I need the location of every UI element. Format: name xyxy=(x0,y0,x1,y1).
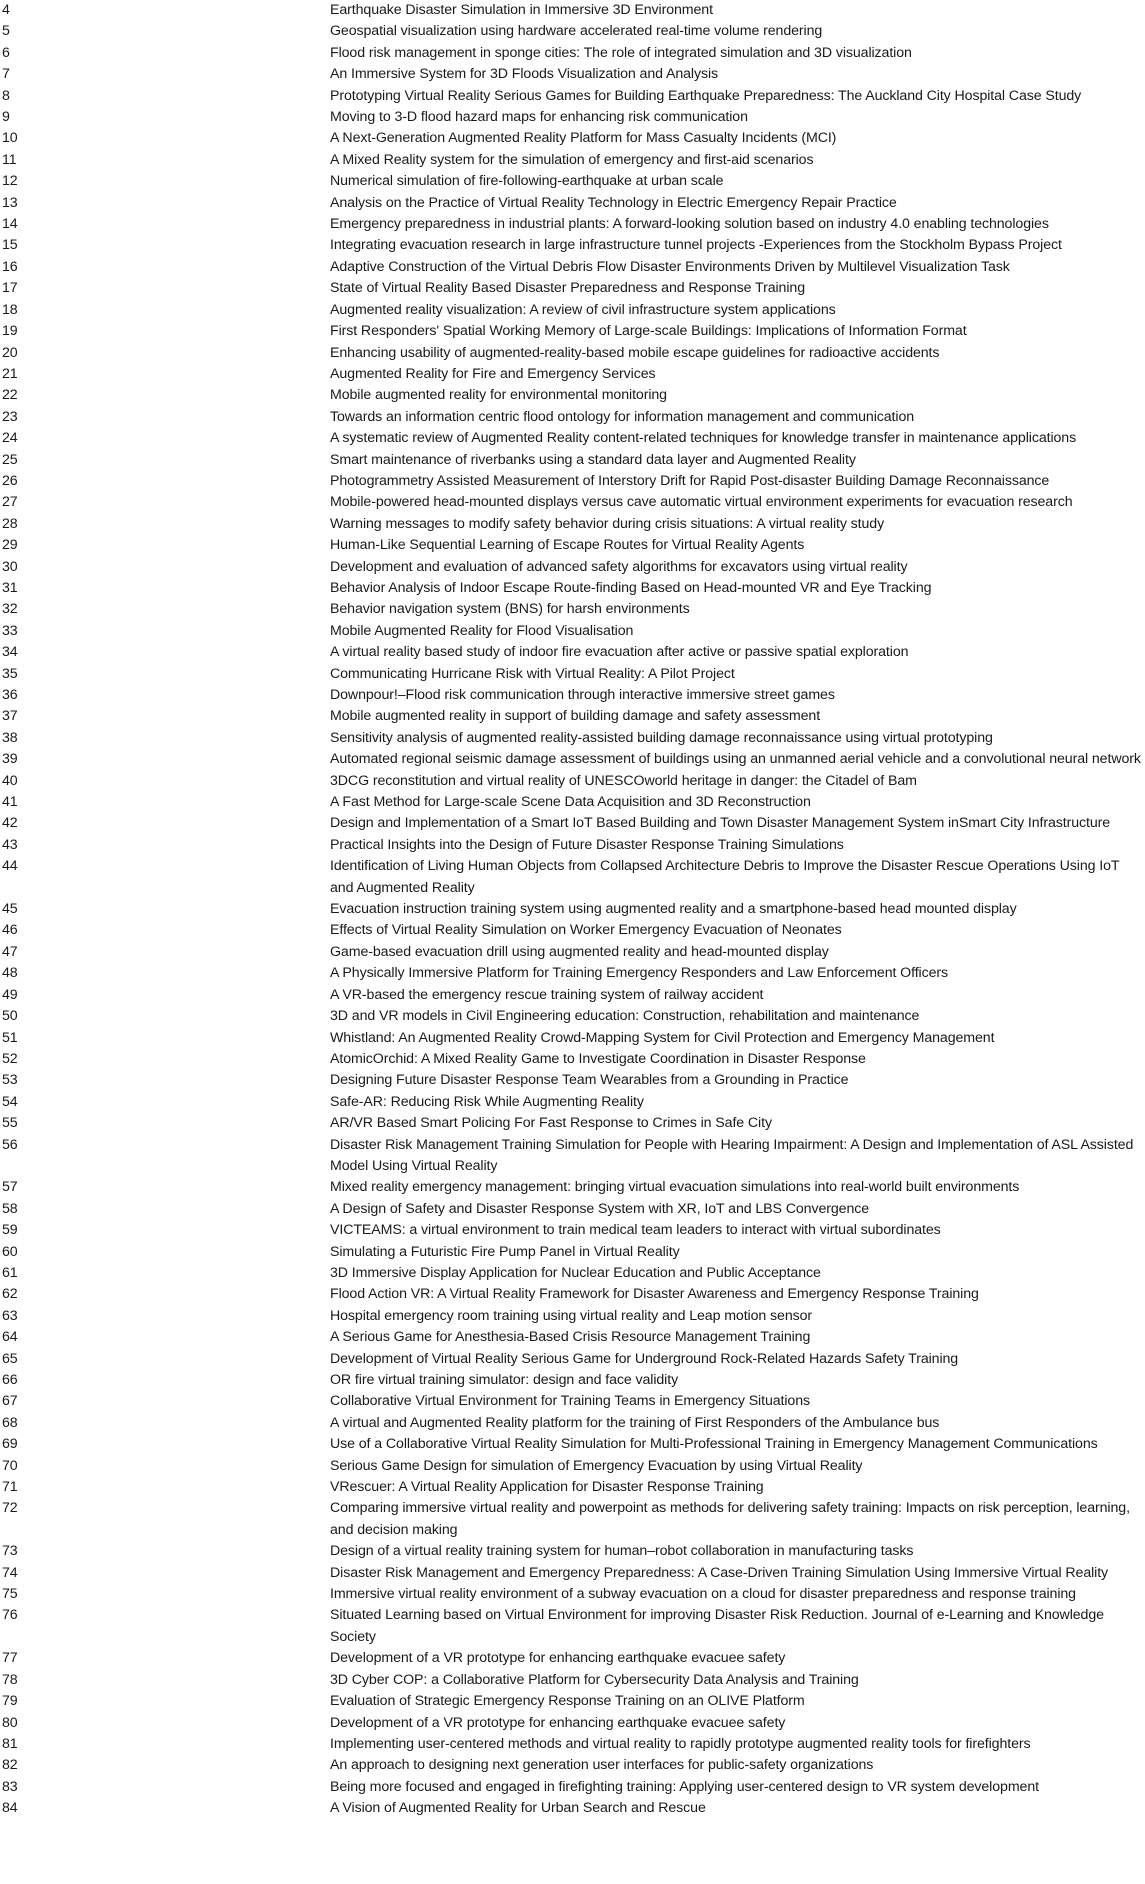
row-number: 34 xyxy=(2,644,18,661)
table-row xyxy=(0,1327,1145,1348)
table-row xyxy=(0,1798,1145,1819)
row-title: VICTEAMS: a virtual environment to train medical team leaders to interact with virtual subordinates xyxy=(330,1222,941,1239)
table-row xyxy=(0,749,1145,770)
row-title: A Next-Generation Augmented Reality Platform for Mass Casualty Incidents (MCI) xyxy=(330,130,837,147)
row-number: 78 xyxy=(2,1671,18,1688)
row-number: 55 xyxy=(2,1115,18,1132)
row-title: Photogrammetry Assisted Measurement of Interstory Drift for Rapid Post-disaster Building Damage Reconnaissance xyxy=(330,472,1050,489)
row-number: 11 xyxy=(2,151,17,168)
table-row xyxy=(0,642,1145,663)
row-number: 46 xyxy=(2,922,18,939)
row-number: 42 xyxy=(2,815,18,832)
row-number: 56 xyxy=(2,1136,18,1153)
table-row xyxy=(0,1584,1145,1605)
table-row xyxy=(0,1456,1145,1477)
row-number: 57 xyxy=(2,1179,18,1196)
row-title: 3D Cyber COP: a Collaborative Platform for Cybersecurity Data Analysis and Training xyxy=(330,1671,859,1688)
row-title: Simulating a Futuristic Fire Pump Panel in Virtual Reality xyxy=(330,1243,680,1260)
table-row xyxy=(0,664,1145,685)
row-number: 27 xyxy=(2,494,18,511)
table-row xyxy=(0,1113,1145,1134)
row-number: 59 xyxy=(2,1222,18,1239)
table-row xyxy=(0,0,1145,21)
table-row xyxy=(0,1349,1145,1370)
row-title: Comparing immersive virtual reality and powerpoint as methods for delivering safety training: Impacts on risk perception, learning, and decision making xyxy=(330,1500,1130,1538)
row-number: 83 xyxy=(2,1778,18,1795)
table-row xyxy=(0,792,1145,813)
row-title: Mobile augmented reality for environmental monitoring xyxy=(330,387,667,404)
row-number: 33 xyxy=(2,622,18,639)
row-title: A Serious Game for Anesthesia-Based Crisis Resource Management Training xyxy=(330,1329,811,1346)
row-title: Design and Implementation of a Smart IoT Based Building and Town Disaster Management System inSmart City Infrastructure xyxy=(330,815,1111,832)
row-title: Behavior navigation system (BNS) for harsh environments xyxy=(330,601,690,618)
row-title: Practical Insights into the Design of Future Disaster Response Training Simulations xyxy=(330,836,844,853)
row-title: Human-Like Sequential Learning of Escape Routes for Virtual Reality Agents xyxy=(330,537,805,554)
table-row xyxy=(0,706,1145,727)
row-number: 52 xyxy=(2,1050,18,1067)
row-number: 58 xyxy=(2,1200,18,1217)
row-title: A Design of Safety and Disaster Response System with XR, IoT and LBS Convergence xyxy=(330,1200,870,1217)
row-title: Game-based evacuation drill using augmented reality and head-mounted display xyxy=(330,943,829,960)
table-row xyxy=(0,1713,1145,1734)
row-title: Augmented reality visualization: A review of civil infrastructure system applications xyxy=(330,301,836,318)
row-title: Mobile-powered head-mounted displays versus cave automatic virtual environment experiments for evacuation research xyxy=(330,494,1073,511)
table-row xyxy=(0,193,1145,214)
row-title: OR fire virtual training simulator: design and face validity xyxy=(330,1372,679,1388)
row-title: Geospatial visualization using hardware accelerated real-time volume rendering xyxy=(330,23,823,40)
table-row xyxy=(0,813,1145,834)
row-number: 69 xyxy=(2,1436,18,1453)
row-number: 84 xyxy=(2,1800,18,1817)
row-number: 48 xyxy=(2,965,18,982)
row-title: Whistland: An Augmented Reality Crowd-Mapping System for Civil Protection and Emergency Management xyxy=(330,1029,995,1046)
row-number: 4 xyxy=(2,2,10,18)
row-number: 30 xyxy=(2,558,18,575)
table-row xyxy=(0,1670,1145,1691)
row-title: Flood risk management in sponge cities: The role of integrated simulation and 3D visualization xyxy=(330,44,912,61)
row-title: A VR-based the emergency rescue training system of railway accident xyxy=(330,986,764,1003)
table-row xyxy=(0,1028,1145,1049)
row-number: 81 xyxy=(2,1735,18,1752)
table-row xyxy=(0,1563,1145,1584)
row-title: 3DCG reconstitution and virtual reality of UNESCOworld heritage in danger: the Citadel of Bam xyxy=(330,772,917,789)
row-number: 8 xyxy=(2,87,10,104)
table-row xyxy=(0,214,1145,235)
row-number: 73 xyxy=(2,1543,18,1560)
table-row xyxy=(0,278,1145,299)
row-title: AR/VR Based Smart Policing For Fast Response to Crimes in Safe City xyxy=(330,1115,772,1132)
row-number: 49 xyxy=(2,986,18,1003)
row-number: 61 xyxy=(2,1264,18,1281)
table-row xyxy=(0,835,1145,856)
row-title: Communicating Hurricane Risk with Virtual Reality: A Pilot Project xyxy=(330,665,735,682)
row-number: 40 xyxy=(2,772,18,789)
row-number: 24 xyxy=(2,430,18,447)
table-row xyxy=(0,107,1145,128)
row-number: 77 xyxy=(2,1650,18,1667)
row-title: Integrating evacuation research in large infrastructure tunnel projects -Experiences from the Stockholm Bypass Project xyxy=(330,237,1062,254)
table-row xyxy=(0,450,1145,471)
row-number: 5 xyxy=(2,23,10,40)
row-title: A Fast Method for Large-scale Scene Data Acquisition and 3D Reconstruction xyxy=(330,794,811,811)
row-number: 53 xyxy=(2,1072,18,1089)
row-number: 19 xyxy=(2,323,18,340)
row-title: Effects of Virtual Reality Simulation on Worker Emergency Evacuation of Neonates xyxy=(330,922,842,939)
row-title: Prototyping Virtual Reality Serious Games for Building Earthquake Preparedness: The Auckland City Hospital Case Study xyxy=(330,87,1082,104)
row-number: 41 xyxy=(2,794,18,811)
table-row xyxy=(0,300,1145,321)
table-row xyxy=(0,557,1145,578)
row-title: Automated regional seismic damage assessment of buildings using an unmanned aerial vehicle and a convolutional neural network xyxy=(330,751,1141,768)
row-title: A Mixed Reality system for the simulation of emergency and first-aid scenarios xyxy=(330,151,814,168)
row-title: A virtual reality based study of indoor fire evacuation after active or passive spatial exploration xyxy=(330,644,909,661)
row-title: Development of a VR prototype for enhancing earthquake evacuee safety xyxy=(330,1650,786,1667)
table-row xyxy=(0,1092,1145,1113)
table-row xyxy=(0,578,1145,599)
row-number: 50 xyxy=(2,1008,18,1025)
row-number: 32 xyxy=(2,601,18,618)
row-title: Mobile augmented reality in support of building damage and safety assessment xyxy=(330,708,821,725)
table-row xyxy=(0,471,1145,492)
row-title: Disaster Risk Management and Emergency Preparedness: A Case-Driven Training Simulation Using Immersive Virtual Reality xyxy=(330,1564,1109,1581)
row-number: 25 xyxy=(2,451,18,468)
table-row xyxy=(0,1306,1145,1327)
row-number: 70 xyxy=(2,1457,18,1474)
row-title: Warning messages to modify safety behavior during crisis situations: A virtual reality study xyxy=(330,515,885,532)
row-number: 43 xyxy=(2,836,18,853)
row-title: A Vision of Augmented Reality for Urban Search and Rescue xyxy=(330,1800,706,1817)
table-row xyxy=(0,257,1145,278)
row-title: First Responders' Spatial Working Memory of Large-scale Buildings: Implications of Information Format xyxy=(330,323,967,340)
table-row xyxy=(0,86,1145,107)
row-title: Earthquake Disaster Simulation in Immersive 3D Environment xyxy=(330,2,713,18)
row-number: 28 xyxy=(2,515,18,532)
row-number: 23 xyxy=(2,408,18,425)
table-row xyxy=(0,1605,1145,1648)
row-number: 44 xyxy=(2,858,18,875)
table-row xyxy=(0,1284,1145,1305)
row-title: Design of a virtual reality training system for human–robot collaboration in manufacturing tasks xyxy=(330,1543,914,1560)
row-number: 75 xyxy=(2,1586,18,1603)
row-title: Mixed reality emergency management: bringing virtual evacuation simulations into real-world built environments xyxy=(330,1179,1020,1196)
row-title: Flood Action VR: A Virtual Reality Framework for Disaster Awareness and Emergency Response Training xyxy=(330,1286,979,1303)
table-row xyxy=(0,963,1145,984)
row-number: 38 xyxy=(2,729,18,746)
row-number: 18 xyxy=(2,301,18,318)
table-row xyxy=(0,685,1145,706)
table-row xyxy=(0,407,1145,428)
table-row xyxy=(0,1370,1145,1391)
row-title: Hospital emergency room training using virtual reality and Leap motion sensor xyxy=(330,1307,813,1324)
row-number: 68 xyxy=(2,1414,18,1431)
row-number: 60 xyxy=(2,1243,18,1260)
table-row xyxy=(0,514,1145,535)
table-row xyxy=(0,771,1145,792)
row-title: Being more focused and engaged in firefighting training: Applying user-centered design to VR system development xyxy=(330,1778,1039,1795)
table-row xyxy=(0,1691,1145,1712)
table-row xyxy=(0,1777,1145,1798)
row-number: 35 xyxy=(2,665,18,682)
row-title: A systematic review of Augmented Reality content-related techniques for knowledge transfer in maintenance applications xyxy=(330,430,1077,447)
row-title: VRescuer: A Virtual Reality Application for Disaster Response Training xyxy=(330,1479,764,1496)
table-row xyxy=(0,64,1145,85)
row-number: 13 xyxy=(2,194,18,211)
table-row xyxy=(0,1541,1145,1562)
row-number: 66 xyxy=(2,1372,18,1388)
table-row xyxy=(0,43,1145,64)
row-number: 15 xyxy=(2,237,18,254)
table-row xyxy=(0,535,1145,556)
table-row xyxy=(0,1755,1145,1776)
row-number: 79 xyxy=(2,1693,18,1710)
row-title: State of Virtual Reality Based Disaster Preparedness and Response Training xyxy=(330,280,805,297)
row-number: 31 xyxy=(2,579,18,596)
table-row xyxy=(0,728,1145,749)
row-title: 3D Immersive Display Application for Nuclear Education and Public Acceptance xyxy=(330,1264,821,1281)
row-number: 64 xyxy=(2,1329,18,1346)
row-number: 54 xyxy=(2,1093,18,1110)
table-row xyxy=(0,1049,1145,1070)
row-title: Development and evaluation of advanced safety algorithms for excavators using virtual reality xyxy=(330,558,908,575)
row-title: Downpour!–Flood risk communication through interactive immersive street games xyxy=(330,687,835,703)
row-number: 26 xyxy=(2,472,18,489)
row-title: Safe-AR: Reducing Risk While Augmenting Reality xyxy=(330,1093,644,1110)
row-title: Smart maintenance of riverbanks using a standard data layer and Augmented Reality xyxy=(330,451,856,468)
row-title: Use of a Collaborative Virtual Reality Simulation for Multi-Professional Training in Emergency Management Communications xyxy=(330,1436,1098,1453)
table-row xyxy=(0,1648,1145,1669)
table-row xyxy=(0,985,1145,1006)
row-title: Sensitivity analysis of augmented reality-assisted building damage reconnaissance using virtual prototyping xyxy=(330,729,993,746)
table-row xyxy=(0,856,1145,899)
row-number: 14 xyxy=(2,216,18,233)
row-title: Development of Virtual Reality Serious Game for Underground Rock-Related Hazards Safety Training xyxy=(330,1350,959,1367)
row-title: Towards an information centric flood ontology for information management and communication xyxy=(330,408,915,425)
table-row xyxy=(0,1242,1145,1263)
table-row xyxy=(0,150,1145,171)
row-number: 76 xyxy=(2,1607,18,1624)
row-title: Analysis on the Practice of Virtual Reality Technology in Electric Emergency Repair Practice xyxy=(330,194,897,211)
row-title: Identification of Living Human Objects from Collapsed Architecture Debris to Improve the Disaster Rescue Operations Using IoT and Augmented Reality xyxy=(330,858,1120,896)
table-row xyxy=(0,1413,1145,1434)
row-number: 12 xyxy=(2,173,18,190)
table-row xyxy=(0,1070,1145,1091)
table-row xyxy=(0,428,1145,449)
table-row xyxy=(0,1177,1145,1198)
row-number: 10 xyxy=(2,130,18,147)
row-number: 22 xyxy=(2,387,18,404)
row-title: Adaptive Construction of the Virtual Debris Flow Disaster Environments Driven by Multilevel Visualization Task xyxy=(330,258,1010,275)
row-title: AtomicOrchid: A Mixed Reality Game to Investigate Coordination in Disaster Response xyxy=(330,1050,866,1067)
table-row xyxy=(0,899,1145,920)
row-title: Serious Game Design for simulation of Emergency Evacuation by using Virtual Reality xyxy=(330,1457,863,1474)
table-row xyxy=(0,343,1145,364)
table-row xyxy=(0,1220,1145,1241)
table-row xyxy=(0,1434,1145,1455)
row-title: An approach to designing next generation user interfaces for public-safety organizations xyxy=(330,1757,874,1774)
table-row xyxy=(0,171,1145,192)
table-row xyxy=(0,364,1145,385)
row-title: A Physically Immersive Platform for Training Emergency Responders and Law Enforcement Officers xyxy=(330,965,948,982)
table-row xyxy=(0,321,1145,342)
row-number: 65 xyxy=(2,1350,18,1367)
row-title: Implementing user-centered methods and virtual reality to rapidly prototype augmented reality tools for firefighters xyxy=(330,1735,1031,1752)
row-number: 36 xyxy=(2,687,18,703)
row-title: 3D and VR models in Civil Engineering education: Construction, rehabilitation and maintenance xyxy=(330,1008,920,1025)
row-title: Mobile Augmented Reality for Flood Visualisation xyxy=(330,622,634,639)
table-row xyxy=(0,1391,1145,1412)
row-title: Immersive virtual reality environment of a subway evacuation on a cloud for disaster preparedness and response training xyxy=(330,1586,1076,1603)
table-row xyxy=(0,1199,1145,1220)
row-number: 16 xyxy=(2,258,18,275)
row-number: 17 xyxy=(2,280,18,297)
row-title: Numerical simulation of fire-following-earthquake at urban scale xyxy=(330,173,724,190)
table-row xyxy=(0,942,1145,963)
row-number: 74 xyxy=(2,1564,18,1581)
table-row xyxy=(0,1135,1145,1178)
row-title: Situated Learning based on Virtual Environment for improving Disaster Risk Reduction. Journal of e-Learning and Knowledge Society xyxy=(330,1607,1104,1645)
table-row xyxy=(0,1734,1145,1755)
row-number: 29 xyxy=(2,537,18,554)
table-row xyxy=(0,21,1145,42)
row-title: Enhancing usability of augmented-reality-based mobile escape guidelines for radioactive accidents xyxy=(330,344,940,361)
row-number: 80 xyxy=(2,1714,18,1731)
row-number: 47 xyxy=(2,943,18,960)
table-row xyxy=(0,1477,1145,1498)
table-row xyxy=(0,621,1145,642)
row-number: 82 xyxy=(2,1757,18,1774)
table-row xyxy=(0,920,1145,941)
row-title: Evaluation of Strategic Emergency Response Training on an OLIVE Platform xyxy=(330,1693,805,1710)
row-number: 21 xyxy=(2,365,18,382)
row-number: 37 xyxy=(2,708,18,725)
row-number: 62 xyxy=(2,1286,18,1303)
row-number: 39 xyxy=(2,751,18,768)
table-row xyxy=(0,1498,1145,1541)
row-number: 20 xyxy=(2,344,18,361)
row-number: 9 xyxy=(2,109,10,126)
row-number: 7 xyxy=(2,66,10,83)
row-number: 45 xyxy=(2,901,18,918)
row-title: Disaster Risk Management Training Simulation for People with Hearing Impairment: A Design and Implementation of ASL Assisted Model Using Virtual Reality xyxy=(330,1136,1134,1174)
table-row xyxy=(0,385,1145,406)
row-title: An Immersive System for 3D Floods Visualization and Analysis xyxy=(330,66,719,83)
table-row xyxy=(0,235,1145,256)
row-title: A virtual and Augmented Reality platform for the training of First Responders of the Ambulance bus xyxy=(330,1414,940,1431)
row-number: 72 xyxy=(2,1500,18,1517)
table-row xyxy=(0,1263,1145,1284)
row-title: Collaborative Virtual Environment for Training Teams in Emergency Situations xyxy=(330,1393,811,1410)
row-number: 51 xyxy=(2,1029,18,1046)
row-number: 6 xyxy=(2,44,10,61)
row-title: Designing Future Disaster Response Team Wearables from a Grounding in Practice xyxy=(330,1072,849,1089)
row-number: 63 xyxy=(2,1307,18,1324)
table-row xyxy=(0,492,1145,513)
row-title: Development of a VR prototype for enhancing earthquake evacuee safety xyxy=(330,1714,786,1731)
table-row xyxy=(0,128,1145,149)
row-title: Augmented Reality for Fire and Emergency Services xyxy=(330,365,656,382)
table-row xyxy=(0,599,1145,620)
table-row xyxy=(0,1006,1145,1027)
row-title: Emergency preparedness in industrial plants: A forward-looking solution based on industry 4.0 enabling technologies xyxy=(330,216,1049,233)
row-title: Evacuation instruction training system using augmented reality and a smartphone-based head mounted display xyxy=(330,901,1017,918)
row-number: 71 xyxy=(2,1479,18,1496)
row-number: 67 xyxy=(2,1393,18,1410)
row-title: Behavior Analysis of Indoor Escape Route-finding Based on Head-mounted VR and Eye Tracking xyxy=(330,579,932,596)
row-title: Moving to 3-D flood hazard maps for enhancing risk communication xyxy=(330,109,748,126)
